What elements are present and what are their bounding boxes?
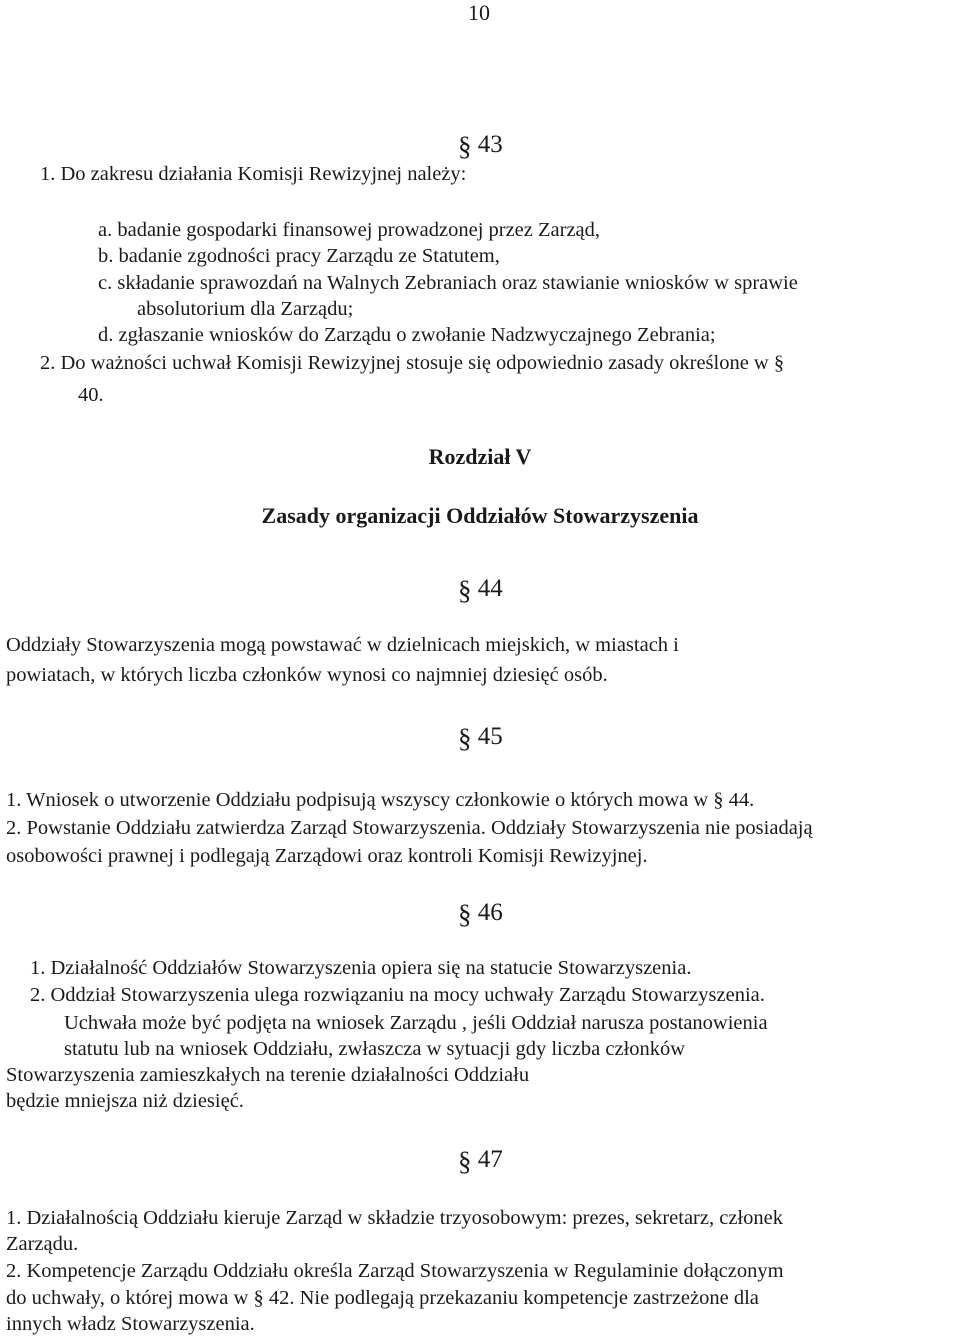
section-sign: § bbox=[713, 789, 724, 811]
section-sign: § bbox=[253, 1287, 264, 1309]
paragraph-46-2-cont-3: Stowarzyszenia zamieszkałych na terenie działalności Oddziału bbox=[6, 1064, 530, 1086]
section-number: 44 bbox=[477, 575, 503, 602]
list-item-43-b: b. badanie zgodności pracy Zarządu ze Statutem, bbox=[98, 245, 500, 267]
paragraph-45-2: 2. Powstanie Oddziału zatwierdza Zarząd Stowarzyszenia. Oddziały Stowarzyszenia nie posiadają bbox=[6, 817, 813, 839]
page-number: 10 bbox=[468, 0, 490, 25]
chapter-title: Rozdział V bbox=[428, 444, 532, 469]
paragraph-43-2-cont: 40. bbox=[78, 384, 104, 406]
section-sign: § bbox=[458, 575, 472, 605]
section-sign: § bbox=[773, 352, 785, 374]
section-number: 47 bbox=[477, 1146, 503, 1173]
paragraph-45-1-text: 1. Wniosek o utworzenie Oddziału podpisują wszyscy członkowie o których mowa w bbox=[6, 789, 709, 811]
section-heading-46 bbox=[458, 896, 503, 928]
section-heading-44 bbox=[458, 572, 503, 604]
paragraph-47-2-cont-1 bbox=[6, 1285, 759, 1311]
paragraph-43-1: 1. Do zakresu działania Komisji Rewizyjnej należy: bbox=[40, 163, 467, 185]
paragraph-46-1: 1. Działalność Oddziałów Stowarzyszenia opiera się na statucie Stowarzyszenia. bbox=[30, 957, 692, 979]
paragraph-44-line-1 bbox=[6, 632, 880, 658]
paragraph-47-1: 1. Działalnością Oddziału kieruje Zarząd w składzie trzyosobowym: prezes, sekretarz, członek bbox=[6, 1207, 783, 1229]
paragraph-44-text: Oddziały Stowarzyszenia mogą powstawać w dzielnicach miejskich, w miastach i bbox=[6, 634, 679, 656]
paragraph-44-line-2: powiatach, w których liczba członków wynosi co najmniej dziesięć osób. bbox=[6, 664, 608, 686]
paragraph-45-2-cont: osobowości prawnej i podlegają Zarządowi oraz kontroli Komisji Rewizyjnej. bbox=[6, 845, 648, 867]
paragraph-47-1-cont: Zarządu. bbox=[6, 1233, 79, 1255]
paragraph-47-2-text-a: do uchwały, o której mowa w bbox=[6, 1287, 249, 1309]
chapter-subtitle: Zasady organizacji Oddziałów Stowarzyszenia bbox=[261, 503, 699, 528]
list-item-43-a: a. badanie gospodarki finansowej prowadzonej przez Zarząd, bbox=[98, 219, 601, 241]
justified-line bbox=[6, 632, 880, 658]
section-heading-47 bbox=[458, 1143, 503, 1175]
section-sign: § bbox=[458, 723, 472, 753]
paragraph-46-2-cont-1: Uchwała może być podjęta na wniosek Zarządu , jeśli Oddział narusza postanowienia bbox=[64, 1012, 768, 1034]
paragraph-46-2: 2. Oddział Stowarzyszenia ulega rozwiązaniu na mocy uchwały Zarządu Stowarzyszenia. bbox=[30, 984, 765, 1006]
list-item-43-d: d. zgłaszanie wniosków do Zarządu o zwołanie Nadzwyczajnego Zebrania; bbox=[98, 324, 716, 346]
paragraph-47-2: 2. Kompetencje Zarządu Oddziału określa Zarząd Stowarzyszenia w Regulaminie dołączonym bbox=[6, 1260, 784, 1282]
section-heading-43 bbox=[458, 128, 503, 160]
paragraph-46-2-cont-2: statutu lub na wniosek Oddziału, zwłaszcza w sytuacji gdy liczba członków bbox=[64, 1038, 686, 1060]
list-item-43-c-cont: absolutorium dla Zarządu; bbox=[137, 298, 354, 320]
section-number: 43 bbox=[477, 131, 503, 158]
section-sign: § bbox=[458, 131, 472, 161]
section-number: 45 bbox=[477, 723, 503, 750]
paragraph-47-2-cont-2: innych władz Stowarzyszenia. bbox=[6, 1313, 255, 1335]
section-heading-45 bbox=[458, 720, 503, 752]
list-item-43-c: c. składanie sprawozdań na Walnych Zebraniach oraz stawianie wniosków w sprawie bbox=[98, 272, 798, 294]
section-number: 46 bbox=[477, 899, 503, 926]
paragraph-43-2-text: 2. Do ważności uchwał Komisji Rewizyjnej stosuje się odpowiednio zasady określone w bbox=[40, 352, 769, 374]
paragraph-45-1 bbox=[6, 787, 754, 813]
paragraph-43-2 bbox=[40, 350, 784, 376]
paragraph-47-2-text-b: 42. Nie podlegają przekazaniu kompetencje zastrzeżone dla bbox=[268, 1287, 759, 1309]
paragraph-45-1-ref: 44. bbox=[728, 789, 755, 811]
section-sign: § bbox=[458, 899, 472, 929]
paragraph-46-2-cont-4: będzie mniejsza niż dziesięć. bbox=[6, 1090, 244, 1112]
section-sign: § bbox=[458, 1146, 472, 1176]
